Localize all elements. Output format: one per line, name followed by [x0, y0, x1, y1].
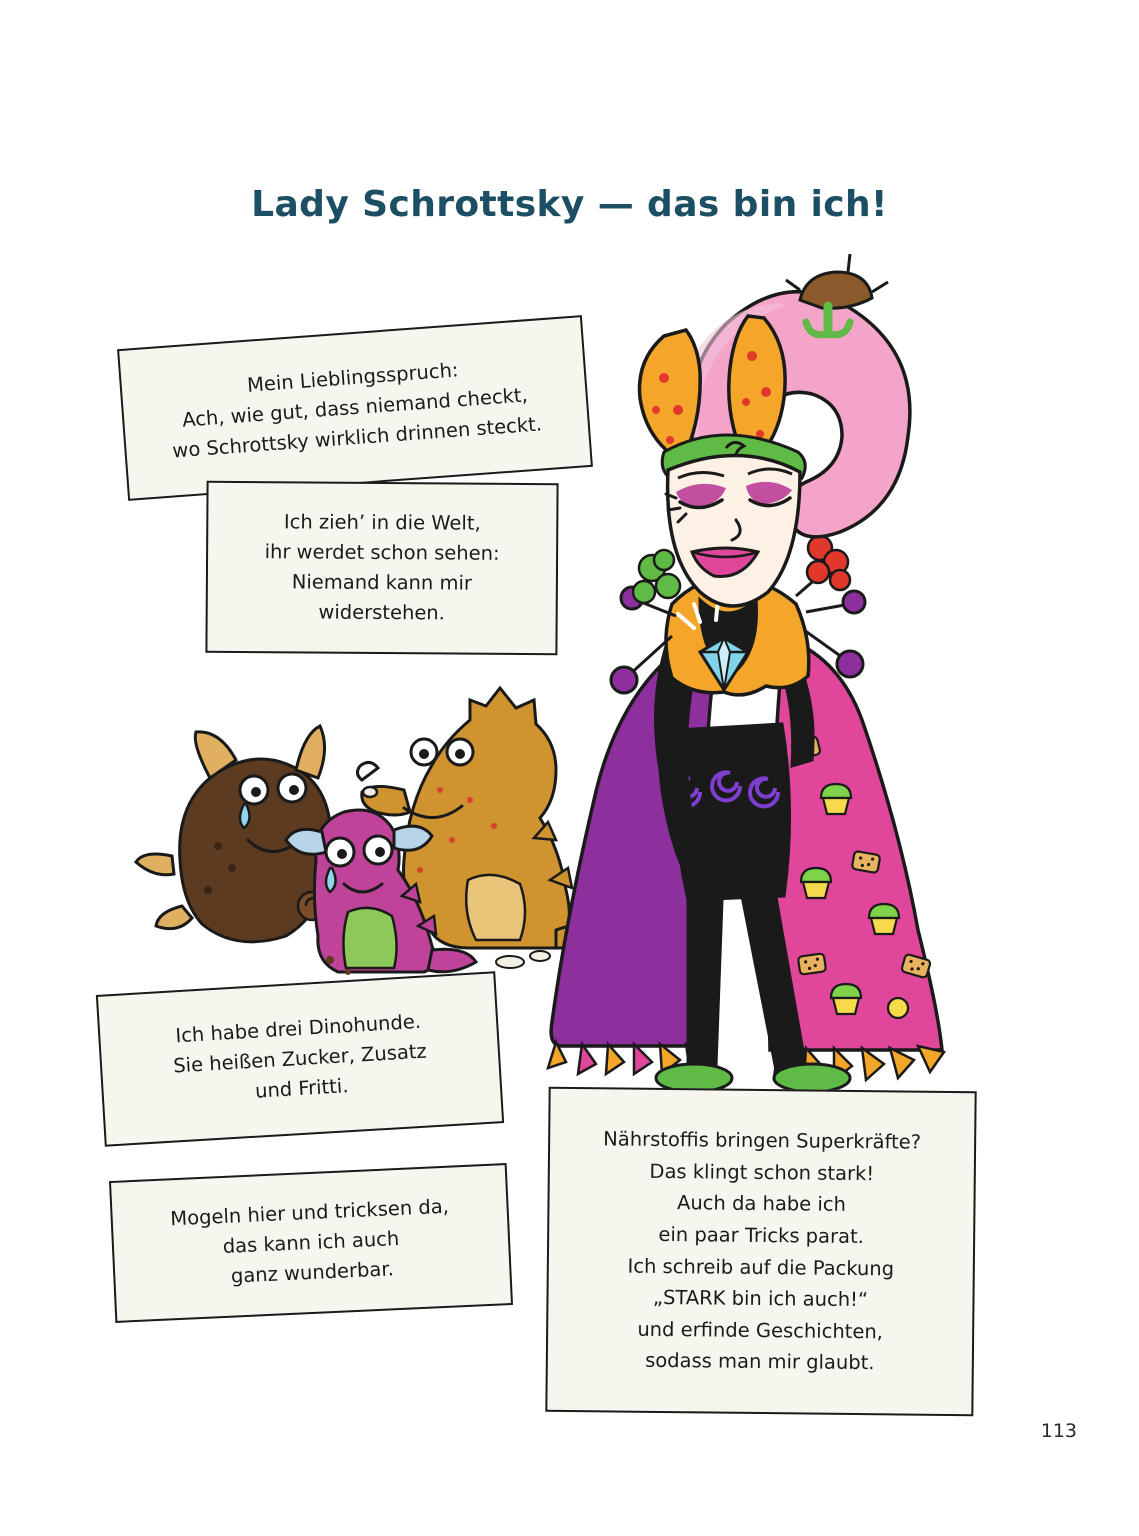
- belt-swirls: [672, 772, 778, 806]
- note-text: Ich zieh’ in die Welt, ihr werdet schon sehen: Niemand kann mir widerstehen.: [264, 509, 500, 625]
- note-text: Nährstoffis bringen Superkräfte? Das klingt schon stark! Auch da habe ich ein paar Tricks parat. Ich schreib auf die Packung „STARK bin ich auch!“ und erfinde Geschichten, sodass man mir glaubt.: [603, 1127, 922, 1375]
- page-number: 113: [1040, 1420, 1077, 1442]
- dinohund-zucker: [136, 726, 360, 942]
- horn-dots: [652, 351, 771, 444]
- speech-note-lieblingsspruch: [117, 315, 593, 501]
- character-lady-schrottsky: [548, 254, 944, 1092]
- cape-sweets: [791, 736, 931, 1018]
- speech-note-naehrstoffis: [545, 1087, 976, 1416]
- molecule-pins: [611, 556, 865, 693]
- speech-note-dinohunde: [96, 971, 504, 1146]
- gem-brooch: [678, 600, 748, 690]
- ground-crumbs: [326, 951, 550, 975]
- mushroom-ornament: [786, 254, 888, 335]
- note-text: Mein Lieblingsspruch: Ach, wie gut, dass niemand checkt, wo Schrottsky wirklich drinnen steckt.: [171, 358, 543, 463]
- note-text: Mogeln hier und tricksen da, das kann ich auch ganz wunderbar.: [169, 1194, 450, 1288]
- speech-note-welt: [205, 481, 558, 655]
- dinohunde-group: [136, 688, 601, 975]
- note-text: Ich habe drei Dinohunde. Sie heißen Zucker, Zusatz und Fritti.: [172, 1009, 428, 1103]
- dinohund-zusatz: [357, 688, 601, 948]
- page-title: Lady Schrottsky — das bin ich!: [251, 184, 888, 226]
- earring-red: [807, 536, 850, 590]
- dinohund-fritti: [286, 810, 476, 972]
- speech-note-mogeln: [109, 1163, 513, 1323]
- earring-green: [633, 550, 680, 603]
